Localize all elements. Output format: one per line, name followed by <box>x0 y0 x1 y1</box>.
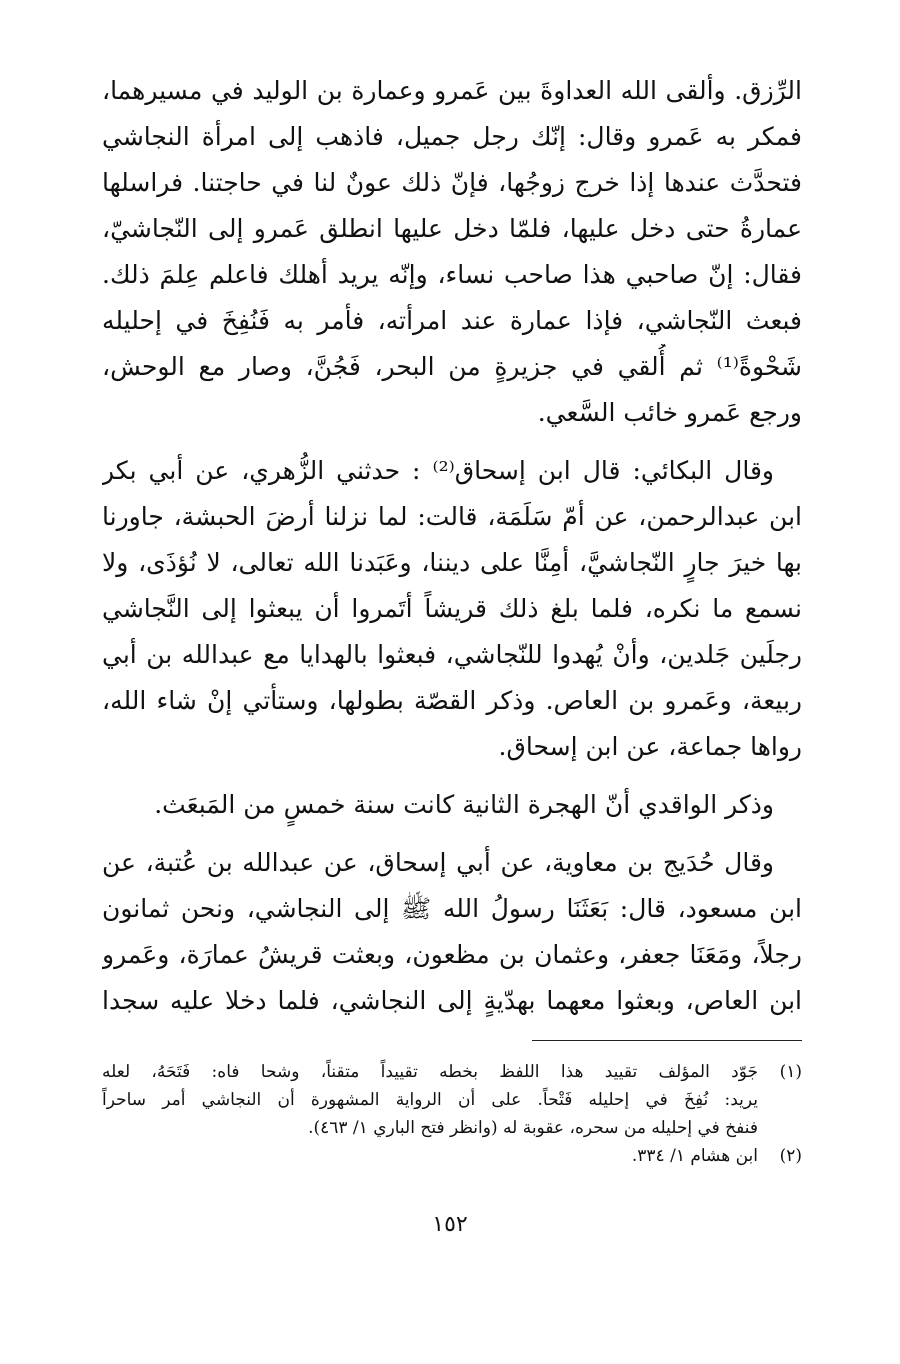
paragraph-3 <box>102 782 802 828</box>
footnote-number: (١) <box>779 1062 802 1082</box>
text-line: وقال حُدَيج بن معاوية، عن أبي إسحاق، عن عبدالله بن عُتبة، عن <box>102 848 774 877</box>
footnote-line: فنفخ في إحليله من سحره، عقوبة له (وانظر فتح الباري ١/ ٤٦٣). <box>308 1118 758 1138</box>
text-line: فقال: إنّ صاحبي هذا صاحب نساء، وإنّه يريد أهلك فاعلم عِلمَ ذلك. <box>102 260 802 289</box>
text-line: وقال البكائي: قال ابن إسحاق⁽²⁾ : حدثني الزُّهري، عن أبي بكر <box>102 456 774 485</box>
footnote-1 <box>102 1058 802 1142</box>
footnote-divider <box>532 1040 802 1041</box>
text-line: شَحْوةً⁽¹⁾ ثم أُلقي في جزيرةٍ من البحر، فَجُنَّ، وصار مع الوحش، <box>102 352 802 381</box>
page-number: ١٥٢ <box>432 1212 468 1237</box>
footnote-number: (٢) <box>779 1146 802 1166</box>
text-line: وذكر الواقدي أنّ الهجرة الثانية كانت سنة خمسٍ من المَبعَث. <box>154 790 774 819</box>
text-line: فمكر به عَمرو وقال: إنّك رجل جميل، فاذهب إلى امرأة النجاشي <box>102 122 802 151</box>
footnote-2 <box>102 1142 802 1170</box>
paragraph-4 <box>102 840 802 1024</box>
main-text <box>102 68 802 1024</box>
text-line: رواها جماعة، عن ابن إسحاق. <box>498 732 802 761</box>
text-line: فبعث النّجاشي، فإذا عمارة عند امرأته، فأمر به فَنُفِخَ في إحليله <box>102 306 802 335</box>
text-line: نسمع ما نكره، فلما بلغ ذلك قريشاً أتَمروا أن يبعثوا إلى النَّجاشي <box>102 594 802 623</box>
text-line: عمارةُ حتى دخل عليها، فلمّا دخل عليها انطلق عَمرو إلى النّجاشيّ، <box>102 214 802 243</box>
text-line: رجلَين جَلدين، وأنْ يُهدوا للنّجاشي، فبعثوا بالهدايا مع عبدالله بن أبي <box>102 640 802 669</box>
text-line: ابن عبدالرحمن، عن أمّ سَلَمَة، قالت: لما نزلنا أرضَ الحبشة، جاورنا <box>102 502 802 531</box>
text-line: ورجع عَمرو خائب السَّعي. <box>537 398 802 427</box>
text-line: الرِّزق. وألقى الله العداوةَ بين عَمرو وعمارة بن الوليد في مسيرهما، <box>102 76 802 105</box>
footnotes <box>102 1058 802 1170</box>
text-line: بها خيرَ جارٍ النّجاشيَّ، أمِنَّا على ديننا، وعَبَدنا الله تعالى، لا نُؤذَى، ولا <box>102 548 802 577</box>
text-line: رجلاً، ومَعَنَا جعفر، وعثمان بن مظعون، وبعثت قريشُ عمارَة، وعَمرو <box>102 940 802 969</box>
paragraph-2 <box>102 448 802 770</box>
footnote-line: يريد: نُفِخَ في إحليله فَتْحاً. على أن الرواية المشهورة أن النجاشي أمر ساحراً <box>102 1090 758 1110</box>
footnote-line: جَوّد المؤلف تقييد هذا اللفظ بخطه تقييداً متقناً، وشحا فاه: فَتَحَهُ، لعله <box>102 1062 758 1082</box>
text-line: فتحدَّث عندها إذا خرج زوجُها، فإنّ ذلك عونٌ لنا في حاجتنا. فراسلها <box>102 168 802 197</box>
text-line: ابن العاص، وبعثوا معهما بهدّيةٍ إلى النجاشي، فلما دخلا عليه سجدا <box>102 986 802 1015</box>
text-line: ربيعة، وعَمرو بن العاص. وذكر القصّة بطولها، وستأتي إنْ شاء الله، <box>102 686 802 715</box>
text-line: ابن مسعود، قال: بَعَثَنَا رسولُ الله ﷺ إلى النجاشي، ونحن ثمانون <box>102 894 802 923</box>
footnote-line: ابن هشام ١/ ٣٣٤. <box>631 1146 758 1166</box>
paragraph-1 <box>102 68 802 436</box>
